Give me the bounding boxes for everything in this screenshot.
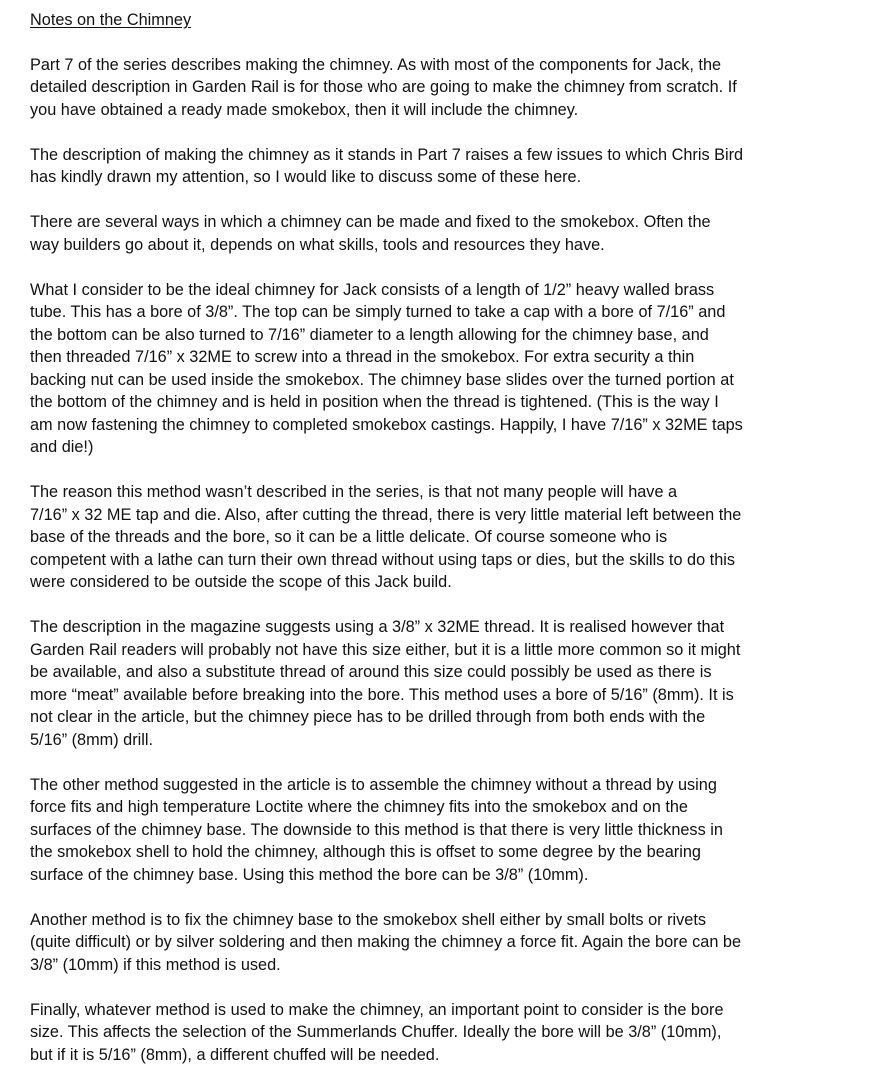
text-line: detailed description in Garden Rail is for those who are going to make the chimney from scratch. If — [30, 78, 737, 96]
text-line: the bottom of the chimney and is held in position when the thread is tightened. (This is the way I — [30, 393, 719, 411]
text-line: and die!) — [30, 438, 94, 456]
text-line: tube. This has a bore of 3/8”. The top can be simply turned to take a cap with a bore of 7/16” and — [30, 303, 726, 321]
text-line: more “meat” available before breaking into the bore. This method uses a bore of 5/16” (8mm). It is — [30, 685, 734, 704]
text-line: you have obtained a ready made smokebox, then it will include the chimney. — [30, 100, 579, 119]
text-line: 3/8” (10mm) if this method is used. — [30, 955, 281, 974]
text-line: were considered to be outside the scope of this Jack build. — [30, 573, 452, 591]
text-line: the smokebox shell to hold the chimney, although this is offset to some degree by the bearing — [30, 843, 701, 861]
text-line: has kindly drawn my attention, so I would like to discuss some of these here. — [30, 168, 582, 186]
text-line: What I consider to be the ideal chimney for Jack consists of a length of 1/2” heavy walled brass — [30, 280, 715, 299]
paragraph-4 — [30, 279, 860, 459]
text-line: base of the threads and the bore, so it can be a little delicate. Of course someone who is — [30, 528, 668, 546]
text-line: Part 7 of the series describes making the chimney. As with most of the components for Jack, the — [30, 55, 722, 74]
text-line: then threaded 7/16” x 32ME to screw into a thread in the smokebox. For extra security a thin — [30, 348, 695, 366]
paragraph-3 — [30, 211, 860, 256]
text-line: The description of making the chimney as it stands in Part 7 raises a few issues to which Chris Bird — [30, 145, 744, 164]
text-line: am now fastening the chimney to completed smokebox castings. Happily, I have 7/16” x 32ME taps — [30, 415, 743, 434]
text-line: the bottom can be also turned to 7/16” diameter to a length allowing for the chimney base, and — [30, 325, 709, 344]
text-line: be available, and also a substitute thread of around this size could possibly be used as there is — [30, 663, 712, 681]
text-line: backing nut can be used inside the smokebox. The chimney base slides over the turned portion at — [30, 370, 734, 389]
text-line: Finally, whatever method is used to make the chimney, an important point to consider is the bore — [30, 1000, 724, 1019]
text-line: not clear in the article, but the chimney piece has to be drilled through from both ends with the — [30, 708, 706, 726]
text-line: The other method suggested in the article is to assemble the chimney without a thread by using — [30, 775, 717, 794]
text-line: The reason this method wasn’t described in the series, is that not many people will have a — [30, 483, 678, 501]
text-line: force fits and high temperature Loctite where the chimney fits into the smokebox and on the — [30, 798, 688, 816]
text-line: The description in the magazine suggests using a 3/8” x 32ME thread. It is realised however that — [30, 618, 725, 636]
text-line: way builders go about it, depends on what skills, tools and resources they have. — [30, 235, 605, 254]
paragraph-9 — [30, 999, 860, 1067]
paragraph-2 — [30, 144, 860, 189]
text-line: 5/16” (8mm) drill. — [30, 730, 154, 749]
text-line: There are several ways in which a chimney can be made and fixed to the smokebox. Often the — [30, 213, 711, 231]
text-line: size. This affects the selection of the Summerlands Chuffer. Ideally the bore will be 3/8” (10mm), — [30, 1023, 722, 1041]
paragraph-6 — [30, 616, 860, 751]
document-title: Notes on the Chimney — [30, 11, 192, 29]
document-body — [30, 54, 860, 1067]
paragraph-8 — [30, 909, 860, 977]
document-page — [30, 9, 860, 1089]
text-line: surface of the chimney base. Using this method the bore can be 3/8” (10mm). — [30, 865, 589, 884]
text-line: 7/16” x 32 ME tap and die. Also, after cutting the thread, there is very little material left between the — [30, 505, 742, 524]
text-line: Another method is to fix the chimney base to the smokebox shell either by small bolts or rivets — [30, 910, 706, 929]
text-line: surfaces of the chimney base. The downside to this method is that there is very little thickness in — [30, 820, 723, 839]
paragraph-7 — [30, 774, 860, 887]
text-line: Garden Rail readers will probably not have this size either, but it is a little more common so it might — [30, 640, 741, 659]
text-line: but if it is 5/16” (8mm), a different chuffed will be needed. — [30, 1045, 440, 1064]
text-line: competent with a lathe can turn their own thread without using taps or dies, but the skills to do this — [30, 550, 736, 569]
paragraph-1 — [30, 54, 860, 122]
text-line: (quite difficult) or by silver soldering and then making the chimney a force fit. Again the bore can be — [30, 933, 742, 951]
paragraph-5 — [30, 481, 860, 594]
